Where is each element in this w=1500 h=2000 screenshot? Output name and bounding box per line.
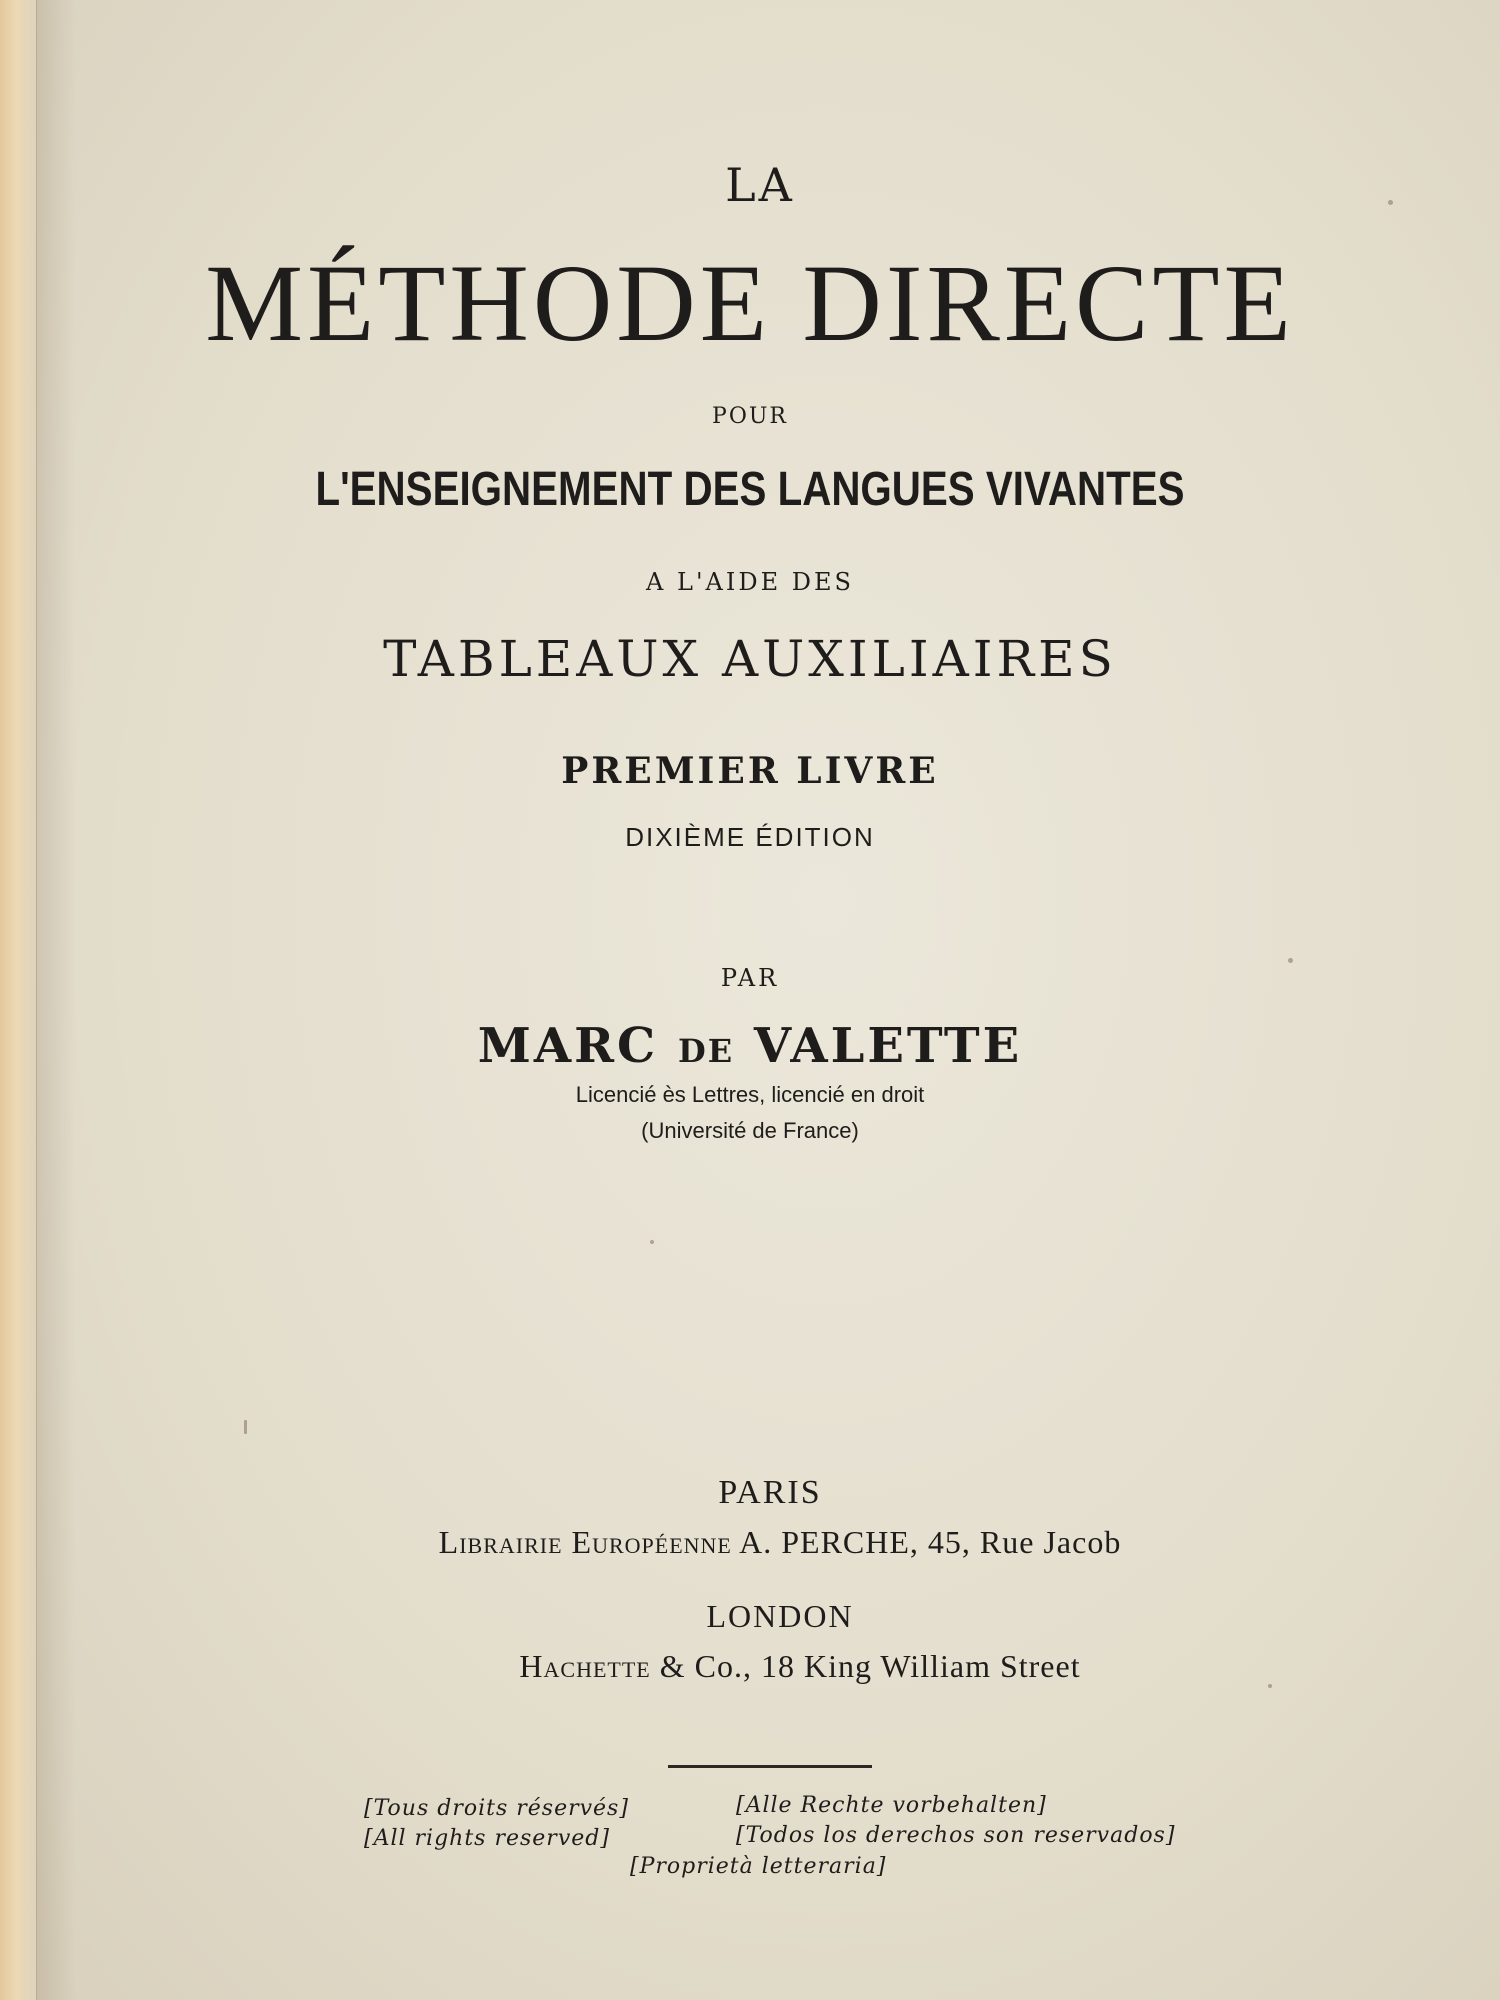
tables-line: TABLEAUX AUXILIAIRES bbox=[383, 630, 1117, 688]
title-pour: POUR bbox=[712, 404, 788, 429]
divider-rule bbox=[668, 1765, 872, 1768]
publisher-paris-name: Librairie Européenne bbox=[438, 1524, 732, 1560]
rights-english: [All rights reserved] bbox=[364, 1826, 610, 1851]
rights-french: [Tous droits réservés] bbox=[364, 1796, 629, 1821]
main-title: MÉTHODE DIRECTE bbox=[205, 242, 1295, 364]
author-first-name: MARC bbox=[477, 1018, 659, 1074]
edition-line: DIXIÈME ÉDITION bbox=[625, 822, 875, 852]
author-particle: DE bbox=[677, 1032, 735, 1070]
imprint-publisher-paris bbox=[0, 1524, 1500, 1561]
rights-spanish: [Todos los derechos son reservados] bbox=[736, 1823, 1176, 1848]
book-number: PREMIER LIVRE bbox=[561, 750, 939, 792]
rights-german: [Alle Rechte vorbehalten] bbox=[736, 1793, 1047, 1818]
publisher-paris-address: A. PERCHE, 45, Rue Jacob bbox=[739, 1524, 1122, 1560]
author-name bbox=[0, 1018, 1500, 1074]
imprint-publisher-london bbox=[0, 1648, 1500, 1685]
paper-fleck bbox=[244, 1420, 247, 1434]
par-line: PAR bbox=[720, 964, 780, 992]
publisher-london-name: Hachette bbox=[519, 1648, 651, 1684]
paper-fleck bbox=[650, 1240, 654, 1244]
paper-fleck bbox=[1388, 200, 1393, 205]
author-last-name: VALETTE bbox=[753, 1018, 1023, 1074]
paper-fleck bbox=[1288, 958, 1293, 963]
paper-fleck bbox=[1268, 1684, 1272, 1688]
a-l-aide-line: A L'AIDE DES bbox=[646, 568, 854, 596]
rights-italian: [Proprietà letteraria] bbox=[630, 1854, 887, 1879]
imprint-city-paris: PARIS bbox=[718, 1474, 822, 1511]
imprint-city-london: LONDON bbox=[706, 1598, 854, 1634]
author-university: (Université de France) bbox=[641, 1118, 859, 1143]
subject-line: L'ENSEIGNEMENT DES LANGUES VIVANTES bbox=[315, 463, 1185, 516]
publisher-london-address: & Co., 18 King William Street bbox=[659, 1648, 1081, 1684]
author-credentials: Licencié ès Lettres, licencié en droit bbox=[575, 1082, 925, 1107]
title-article: LA bbox=[725, 158, 795, 212]
